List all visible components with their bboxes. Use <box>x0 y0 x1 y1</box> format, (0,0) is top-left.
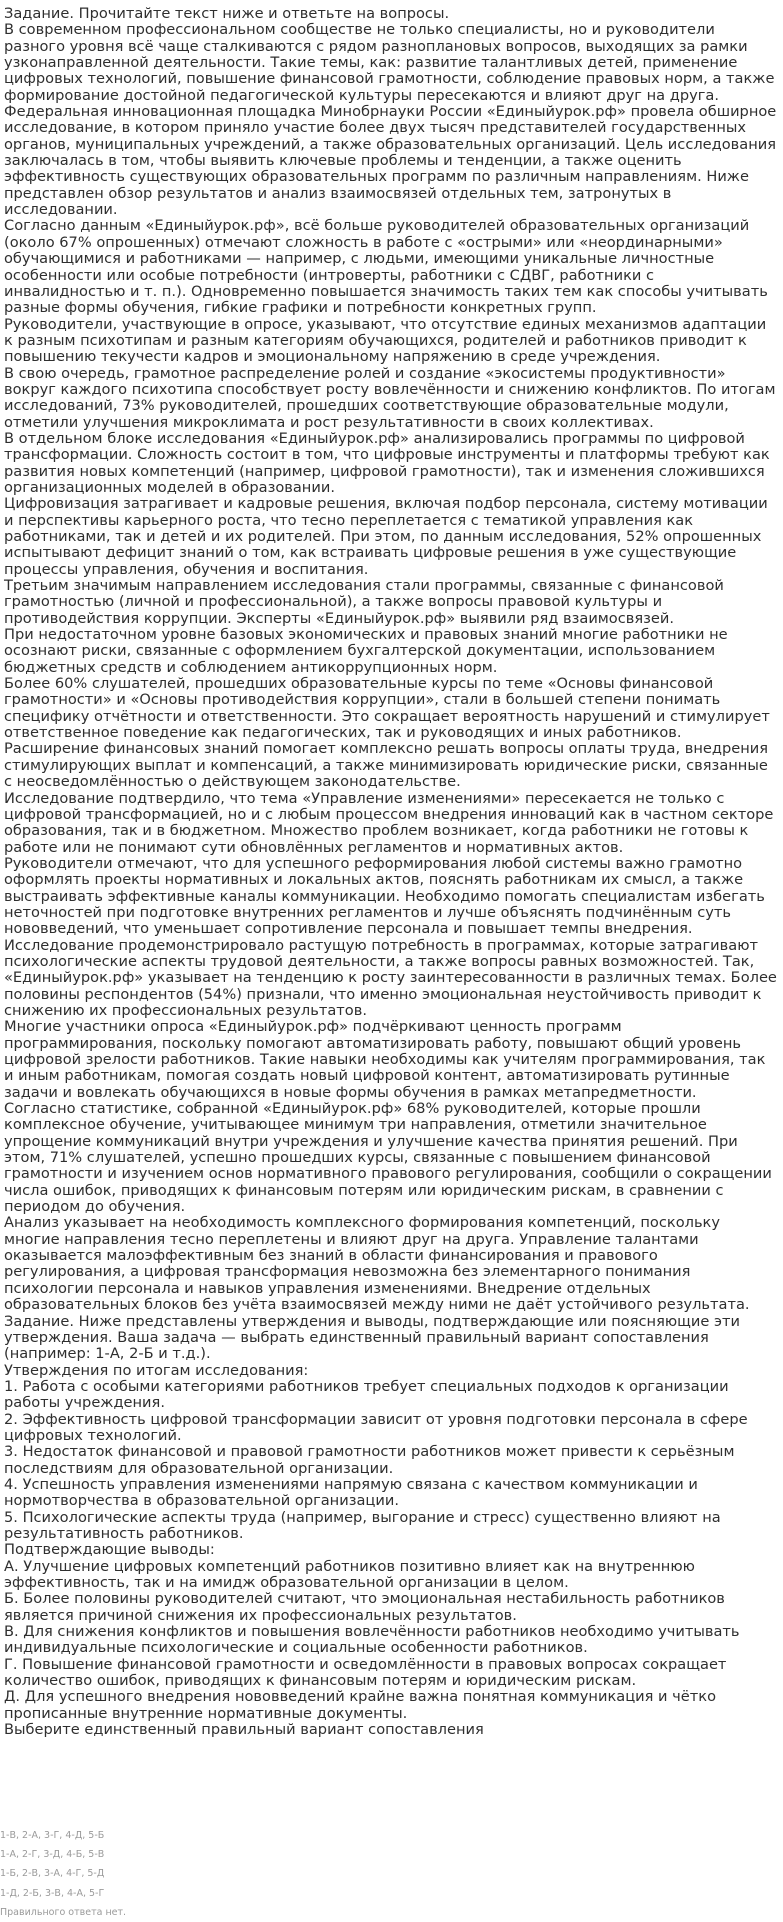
answer-option[interactable]: 1-Б, 2-В, 3-А, 4-Г, 5-Д <box>0 1868 105 1880</box>
text-paragraph: 1. Работа с особыми категориями работников требует специальных подходов к организации работы учреждения. <box>4 1377 729 1412</box>
text-paragraph: Руководители, участвующие в опросе, указывают, что отсутствие единых механизмов адаптации к разным психотипам и разным категориям обучающихся, родителей и работников приводит к повышению текучести кадров и эмоциональному напряжению в среде учреждения. <box>4 315 767 366</box>
text-paragraph: Расширение финансовых знаний помогает комплексно решать вопросы оплаты труда, внедрения стимулирующих выплат и компенсаций, а также минимизировать юридические риски, связанные с неосведомлённостью о действующем законодательстве. <box>4 740 769 791</box>
answer-option[interactable]: 1-Д, 2-Б, 3-В, 4-А, 5-Г <box>0 1887 105 1899</box>
text-paragraph: Исследование продемонстрировало растущую потребность в программах, которые затрагивают психологические аспекты трудовой деятельности, а также вопросы равных возможностей. Так, «Единыйурок.рф» указывает на тенденцию к росту заинтересованности в различных темах. Более половины респондентов (54%) признали, что именно эмоциональная неустойчивость приводит к снижению их профессиональных результатов. <box>4 936 777 1019</box>
text-paragraph: Утверждения по итогам исследования: <box>4 1361 309 1379</box>
text-paragraph: В современном профессиональном сообществе не только специалисты, но и руководители разного уровня всё чаще сталкиваются с рядом разноплановых вопросов, выходящих за рамки узконаправленной деятельности. Такие темы, как: развитие талантливых детей, применение цифровых технологий, повышение финансовой грамотности, соблюдение правовых норм, а также формирование достойной педагогической культуры пересекаются и влияют друг на друга. Федеральная инновационная площадка Минобрнауки России «Единыйурок.рф» провела обширное исследование, в котором приняло участие более двух тысяч представителей государственных органов, муниципальных учреждений, а также образовательных организаций. Цель исследования заключалась в том, чтобы выявить ключевые проблемы и тенденции, а также оценить эффективность существующих образовательных программ по различным направлениям. Ниже представлен обзор результатов и анализ взаимосвязей отдельных тем, затронутых в исследовании. <box>4 21 777 219</box>
answer-option[interactable]: Правильного ответа нет. <box>0 1906 127 1918</box>
text-paragraph: Б. Более половины руководителей считают, что эмоциональная нестабильность работников является причиной снижения их профессиональных результатов. <box>4 1590 725 1624</box>
text-paragraph: А. Улучшение цифровых компетенций работников позитивно влияет как на внутреннюю эффективность, так и на имидж образовательной организации в целом. <box>4 1557 695 1591</box>
text-paragraph: 4. Успешность управления изменениями напрямую связана с качеством коммуникации и нормотворчества в образовательной организации. <box>4 1475 698 1510</box>
text-paragraph: Исследование подтвердило, что тема «Управление изменениями» пересекается не только с цифровой трансформацией, но и с любым процессом внедрения инноваций как в частном секторе образования, так и в бюджетном. Множество проблем возникает, когда работники не готовы к работе или не понимают сути обновлённых регламентов и нормативных актов. <box>4 789 774 856</box>
text-paragraph: В отдельном блоке исследования «Единыйурок.рф» анализировались программы по цифровой трансформации. Сложность состоит в том, что цифровые инструменты и платформы требуют как развития новых компетенций (например, цифровой грамотности), так и изменения сложившихся организационных моделей в образовании. <box>4 429 770 496</box>
text-paragraph: Многие участники опроса «Единыйурок.рф» подчёркивают ценность программ программирования, поскольку помогают автоматизировать работу, повышают общий уровень цифровой зрелости работников. Такие навыки необходимы как учителям программирования, так и иным работникам, помогая создать новый цифровой контент, автоматизировать рутинные задачи и вовлекать обучающихся в новые формы обучения в рамках метапредметности. <box>4 1018 766 1101</box>
text-paragraph: Г. Повышение финансовой грамотности и осведомлённости в правовых вопросах сокращает количество ошибок, приводящих к финансовым потерям и юридическим рискам. <box>4 1655 727 1690</box>
text-paragraph: Третьим значимым направлением исследования стали программы, связанные с финансовой грамотностью (личной и профессиональной), а также вопросы правовой культуры и противодействия коррупции. Эксперты «Единыйурок.рф» выявили ряд взаимосвязей. <box>4 577 724 627</box>
text-paragraph: 2. Эффективность цифровой трансформации зависит от уровня подготовки персонала в сфере цифровых технологий. <box>4 1410 748 1444</box>
text-paragraph: Цифровизация затрагивает и кадровые решения, включая подбор персонала, систему мотивации и перспективы карьерного роста, что тесно переплетается с тематикой управления как работниками, так и детей и их родителей. При этом, по данным исследования, 52% опрошенных испытывают дефицит знаний о том, как встраивать цифровые решения в уже существующие процессы управления, обучения и воспитания. <box>4 495 768 578</box>
text-paragraph: При недостаточном уровне базовых экономических и правовых знаний многие работники не осознают риски, связанные с оформлением бухгалтерской документации, использованием бюджетных средств и соблюдением антикоррупционных норм. <box>4 626 728 676</box>
text-paragraph: Согласно данным «Единыйурок.рф», всё больше руководителей образовательных организаций (около 67% опрошенных) отмечают сложность в работе с «острыми» или «неординарными» обучающимися и работниками — например, с людьми, имеющими уникальные личностные особенности или особые потребности (интроверты, работники с СДВГ, работники с инвалидностью и т. п.). Одновременно повышается значимость таких тем как способы учитывать разные формы обучения, гибкие графики и потребности конкретных групп. <box>4 217 768 317</box>
answer-option[interactable]: 1-А, 2-Г, 3-Д, 4-Б, 5-В <box>0 1849 105 1861</box>
text-paragraph: В свою очередь, грамотное распределение ролей и создание «экосистемы продуктивности» вокруг каждого психотипа способствует росту вовлечённости и снижению конфликтов. По итогам исследований, 73% руководителей, прошедших соответствующие образовательные модули, отметили улучшения микроклимата и рост результативности в своих коллективах. <box>4 364 776 431</box>
text-paragraph: Задание. Прочитайте текст ниже и ответьте на вопросы. <box>4 5 450 22</box>
text-paragraph: Подтверждающие выводы: <box>4 1541 215 1559</box>
answer-option[interactable]: 1-В, 2-А, 3-Г, 4-Д, 5-Б <box>0 1830 105 1841</box>
text-paragraph: Более 60% слушателей, прошедших образовательные курсы по теме «Основы финансовой грамотности» и «Основы противодействия коррупции», стали в большей степени понимать специфику отчётности и ответственности. Это сокращает вероятность нарушений и стимулирует ответственное поведение как педагогических, так и руководящих и иных работников. <box>4 675 770 742</box>
text-paragraph: Д. Для успешного внедрения нововведений крайне важна понятная коммуникация и чётко прописанные внутренние нормативные документы. <box>4 1688 717 1722</box>
text-paragraph: 5. Психологические аспекты труда (например, выгорание и стресс) существенно влияют на результативность работников. <box>4 1508 721 1542</box>
text-paragraph: Выберите единственный правильный вариант сопоставления <box>4 1721 484 1739</box>
text-paragraph: Руководители отмечают, что для успешного реформирования любой системы важно грамотно оформлять проекты нормативных и локальных актов, пояснять работникам их смысл, а также выстраивать эффективные каналы коммуникации. Необходимо помогать специалистам избегать неточностей при подготовке внутренних регламентов и лучше объяснять подчинённым суть нововведений, что уменьшает сопротивление персонала и повышает темпы внедрения. <box>4 854 765 938</box>
text-paragraph: 3. Недостаток финансовой и правовой грамотности работников может привести к серьёзным последствиям для образовательной организации. <box>4 1443 735 1477</box>
text-paragraph: Согласно статистике, собранной «Единыйурок.рф» 68% руководителей, которые прошли комплексное обучение, учитывающее минимум три направления, отметили значительное упрощение коммуникаций внутри учреждения и улучшение качества принятия решений. При этом, 71% слушателей, успешно прошедших курсы, связанные с повышением финансовой грамотности и изучением основ нормативного правового регулирования, сообщили о сокращении числа ошибок, приводящих к финансовым потерям или юридическим рискам, в сравнении с периодом до обучения. <box>4 1100 772 1216</box>
text-paragraph: Анализ указывает на необходимость комплексного формирования компетенций, поскольку многие направления тесно переплетены и влияют друг на друга. Управление талантами оказывается малоэффективным без знаний в области финансирования и правового регулирования, а цифровая трансформация невозможна без элементарного понимания психологии персонала и навыков управления изменениями. Внедрение отдельных образовательных блоков без учёта взаимосвязей между ними не даёт устойчивого результата. <box>4 1214 750 1314</box>
text-paragraph: В. Для снижения конфликтов и повышения вовлечённости работников необходимо учитывать индивидуальные психологические и социальные особенности работников. <box>4 1623 740 1657</box>
text-paragraph: Задание. Ниже представлены утверждения и выводы, подтверждающие или поясняющие эти утверждения. Ваша задача — выбрать единственный правильный вариант сопоставления (например: 1-А, 2-Б и т.д.). <box>4 1312 740 1363</box>
answer-options <box>0 1826 783 1922</box>
